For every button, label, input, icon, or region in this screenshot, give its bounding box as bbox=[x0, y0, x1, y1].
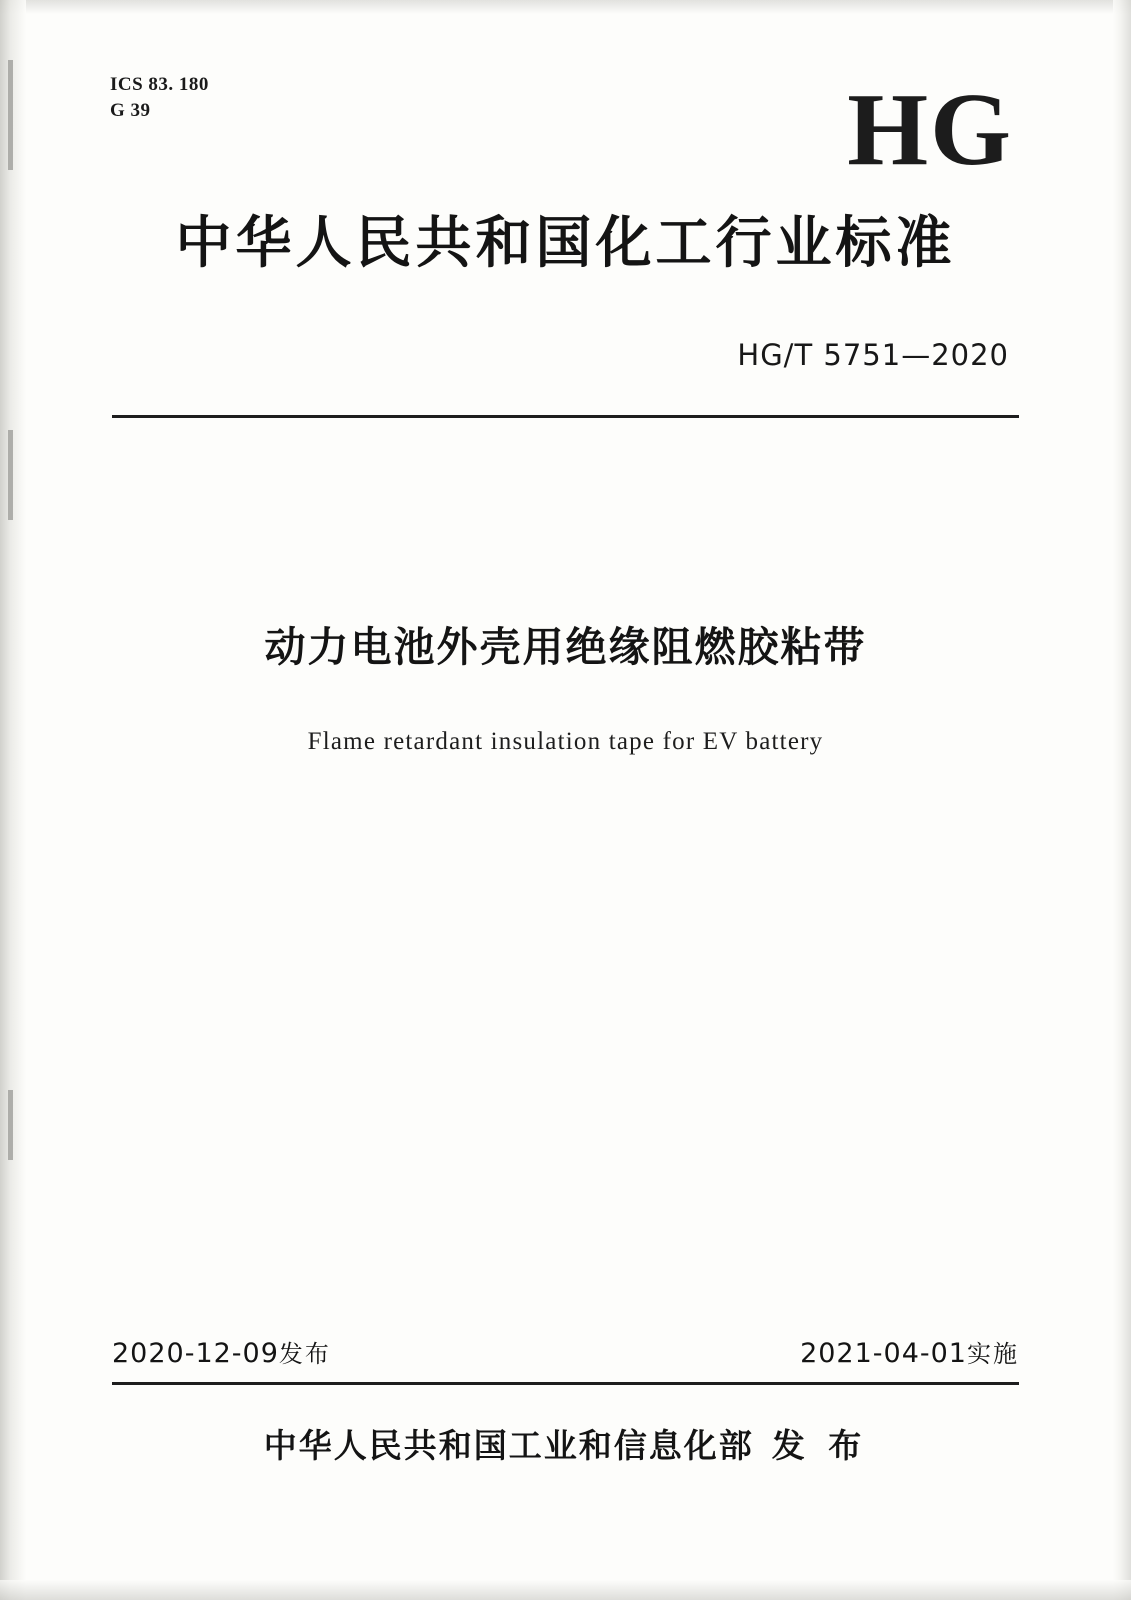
header-divider bbox=[112, 415, 1019, 418]
issue-date: 2020-12-09 bbox=[112, 1338, 279, 1369]
effective-date-group bbox=[800, 1334, 1019, 1369]
standard-series-title: 中华人民共和国化工行业标准 bbox=[175, 211, 956, 276]
issuing-authority: 中华人民共和国工业和信息化部 bbox=[263, 1426, 754, 1465]
issue-date-label: 发布 bbox=[278, 1340, 331, 1368]
classification-code: G 39 bbox=[110, 100, 151, 121]
hg-logo: HG bbox=[847, 72, 1013, 187]
ics-classification-block bbox=[110, 72, 209, 124]
issue-date-group bbox=[112, 1334, 331, 1369]
issuing-verb: 发 布 bbox=[771, 1426, 868, 1465]
effective-date: 2021-04-01 bbox=[800, 1338, 967, 1369]
standard-number: HG/T 5751—2020 bbox=[737, 338, 1009, 372]
document-title-english: Flame retardant insulation tape for EV battery bbox=[307, 728, 824, 755]
effective-date-label: 实施 bbox=[967, 1340, 1019, 1368]
issuing-authority-line bbox=[0, 1420, 1131, 1467]
ics-code: ICS 83. 180 bbox=[110, 74, 209, 95]
footer-divider bbox=[112, 1382, 1019, 1385]
document-title-chinese: 动力电池外壳用绝缘阻燃胶粘带 bbox=[264, 623, 867, 671]
date-row bbox=[112, 1334, 1019, 1369]
